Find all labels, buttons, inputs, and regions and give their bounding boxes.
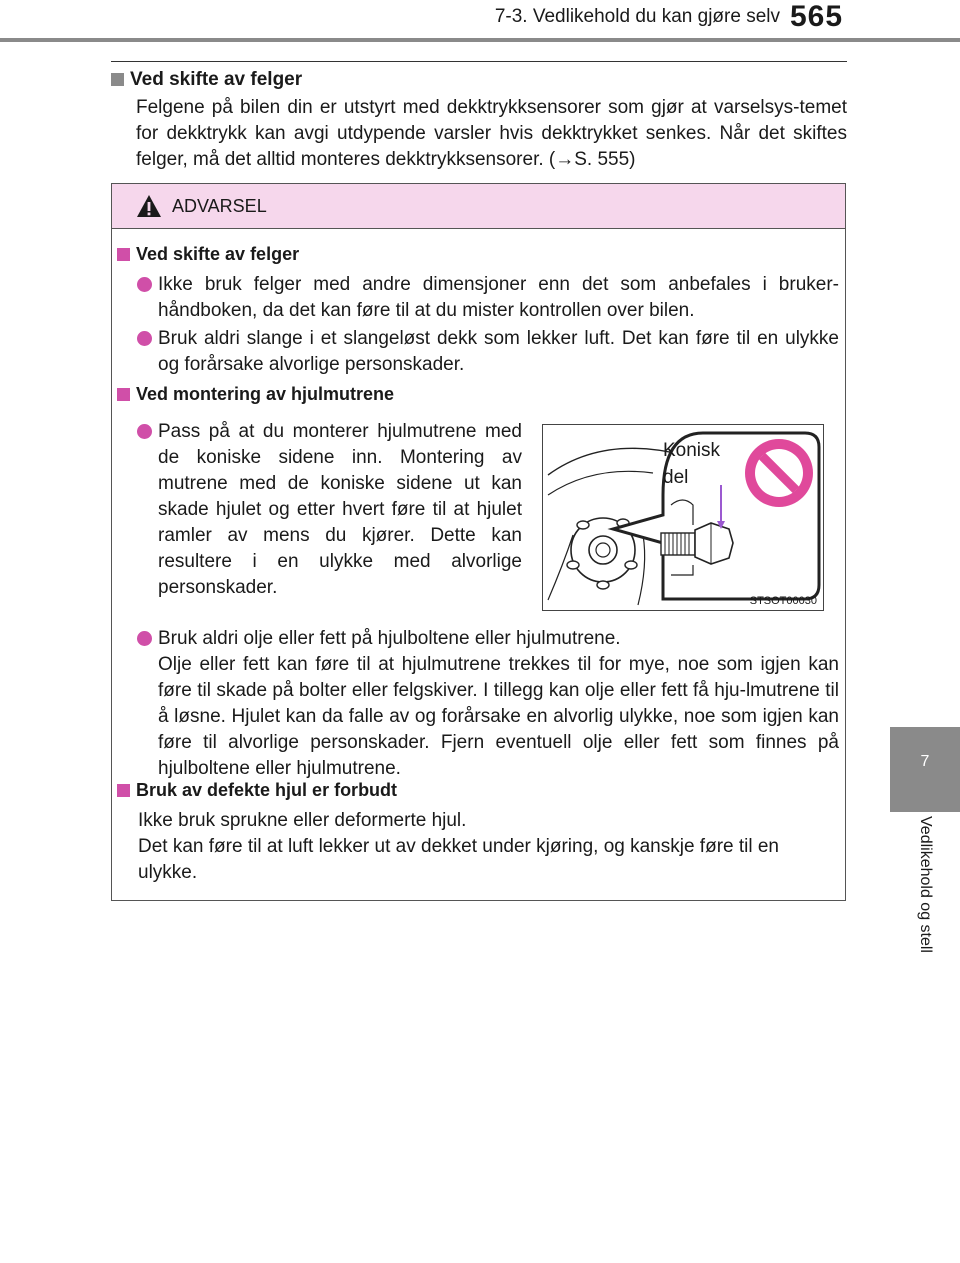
warning-heading-hjulmutrene: Ved montering av hjulmutrene <box>117 384 394 405</box>
square-bullet-icon <box>111 73 124 86</box>
warning-triangle-icon <box>136 194 162 218</box>
wheel-nut-figure <box>542 424 824 611</box>
bullet-item <box>137 626 839 782</box>
bullet-continuation: Olje eller fett kan føre til at hjulmutrene trekkes til for mye, noe som igjen kan føre til skade på bolter eller felgskiver. I tillegg kan olje eller fett få hju-lmutrene til å løsne. Hjulet kan da falle av og forårsake en alvorlig ulykke, noe som igjen kan føre til alvorlige personskader. Fjern eventuell olje eller fett som finnes på hjulboltene eller hjulmutrene. <box>158 654 839 779</box>
warning-box <box>111 183 846 901</box>
figure-code: STSOT00030 <box>749 595 817 607</box>
bullet-item <box>137 272 839 324</box>
bullet-text: Pass på at du monterer hjulmutrene med de koniske sidene inn. Montering av mutrene med de koniske sidene ut kan skade hjulet og etter hvert føre til at hjulet ramler av mens du kjører. Dette kan resultere i en ulykke med alvorlige personskader. <box>158 421 522 598</box>
figure-callout-konisk: Konisk <box>663 440 721 461</box>
bullet-item <box>137 326 839 378</box>
header-rule <box>0 38 960 42</box>
warning-header <box>112 184 845 229</box>
square-bullet-icon <box>117 784 130 797</box>
round-bullet-icon <box>137 277 152 292</box>
warning-heading-felger: Ved skifte av felger <box>117 244 299 265</box>
round-bullet-icon <box>137 331 152 346</box>
figure-callout-del: del <box>663 467 689 488</box>
content-rule <box>111 61 847 62</box>
round-bullet-icon <box>137 424 152 439</box>
chapter-label: Vedlikehold og stell <box>917 816 934 953</box>
bullet-text: Bruk aldri olje eller fett på hjulboltene eller hjulmutrene. <box>158 628 621 649</box>
page-number: 565 <box>790 0 844 33</box>
intro-section <box>111 68 847 173</box>
chapter-tab[interactable]: 7 <box>890 727 960 812</box>
intro-body: Felgene på bilen din er utstyrt med dekktrykksensorer som gjør at varselsys-temet for dekktrykk kan avgi utdypende varsler hvis dekktrykket senkes. Når det skiftes felger, må det alltid monteres dekktrykksensorer. (→S. 555) <box>136 97 847 170</box>
square-bullet-icon <box>117 388 130 401</box>
round-bullet-icon <box>137 631 152 646</box>
intro-heading: Ved skifte av felger <box>111 68 847 92</box>
section-title: 7-3. Vedlikehold du kan gjøre selv <box>494 6 780 27</box>
bullet-text: Ikke bruk felger med andre dimensjoner enn det som anbefales i bruker-håndboken, da det kan føre til at du mister kontrollen over bilen. <box>158 274 839 321</box>
warning-heading-defekte-hjul: Bruk av defekte hjul er forbudt <box>117 780 397 801</box>
warning-label: ADVARSEL <box>172 195 267 216</box>
bullet-item <box>137 419 522 601</box>
square-bullet-icon <box>117 248 130 261</box>
bullet-text: Bruk aldri slange i et slangeløst dekk som lekker luft. Det kan føre til en ulykke og forårsake alvorlige personskader. <box>158 328 839 375</box>
warning-text: Ikke bruk sprukne eller deformerte hjul. Det kan føre til at luft lekker ut av dekket under kjøring, og kanskje føre til en ulykke. <box>138 810 779 883</box>
